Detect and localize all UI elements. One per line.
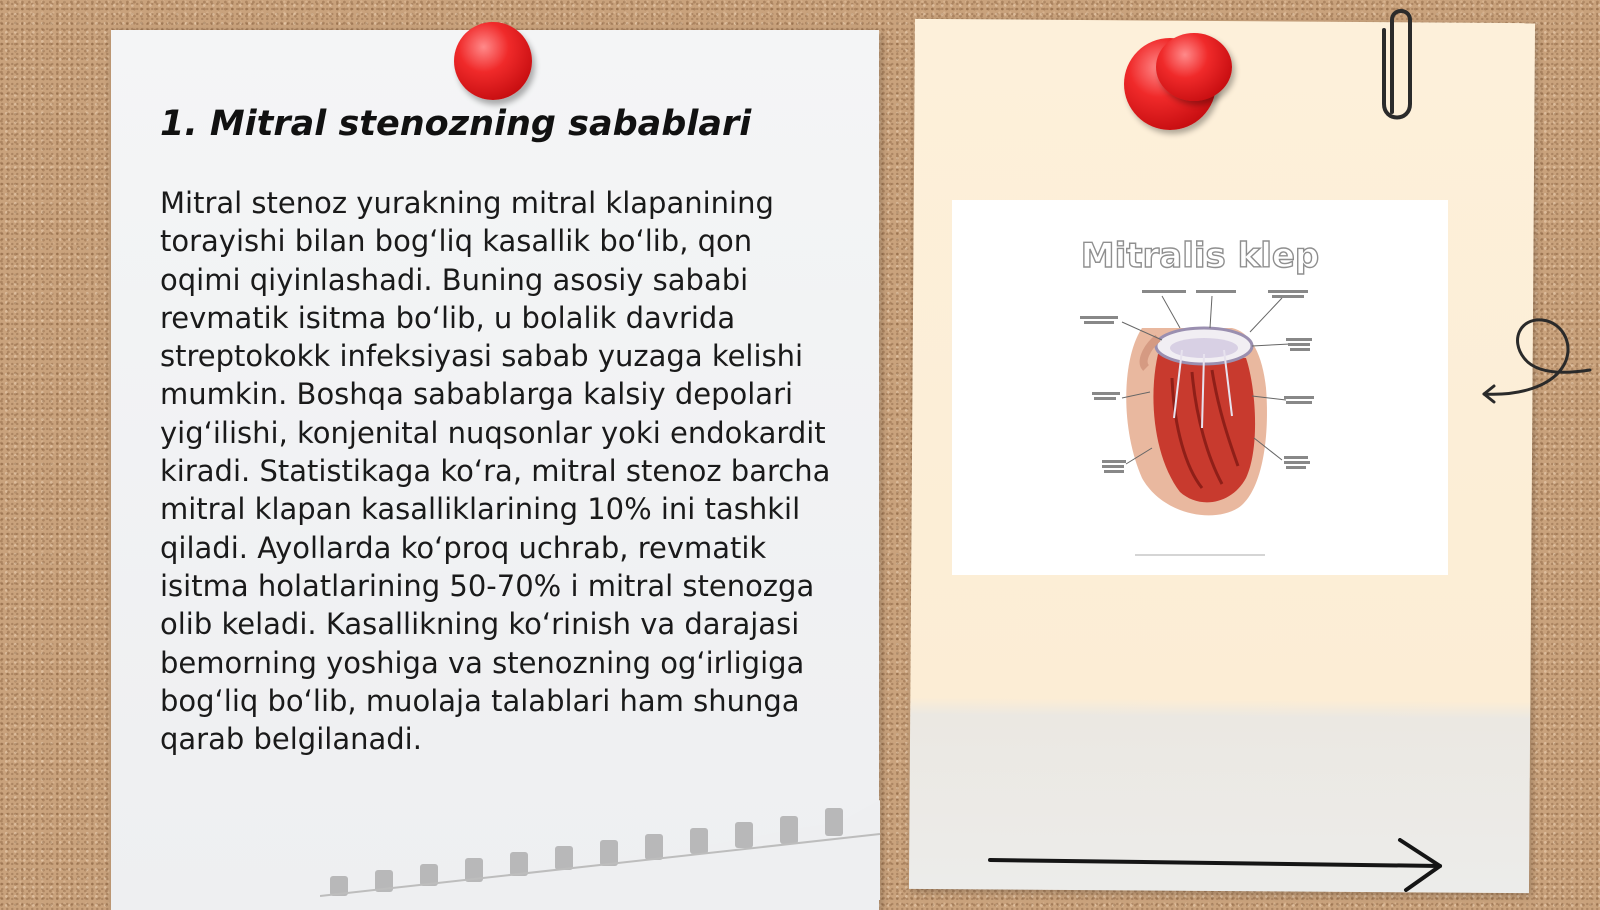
mitral-valve-image-card xyxy=(952,200,1448,575)
mitral-valve-illustration xyxy=(1062,288,1342,528)
section-body-text: Mitral stenoz yurakning mitral klapanining torayishi bilan bog‘liq kasallik bo‘lib, qon oqimi qiyinlashadi. Buning asosiy sababi revmatik isitma bo‘lib, u bolalik davrida streptokokk infeksiyasi sabab yuzaga kelishi mumkin. Boshqa sabablarga kalsiy depolari yig‘ilishi, konjenital nuqsonlar yoki endokardit kiradi. Statistikaga ko‘ra, mitral stenoz barcha mitral klapan kasalliklarining 10% ini tashkil qiladi. Ayollarda ko‘proq uchrab, revmatik isitma holatlarining 50-70% i mitral stenozga olib keladi. Kasallikning ko‘rinish va darajasi bemorning yoshiga va stenozning og‘irligiga bog‘liq bo‘lib, muolaja talablari ham shunga qarab belgilanadi. xyxy=(160,186,831,757)
image-title: Mitralis klep xyxy=(1080,236,1320,276)
squiggle-arrow-icon xyxy=(1480,310,1600,410)
push-pin-icon xyxy=(454,22,532,100)
section-title: 1. Mitral stenozning sabablari xyxy=(160,104,752,144)
paper-clip-icon xyxy=(1378,0,1422,128)
push-pin-icon xyxy=(1156,33,1232,101)
image-caption xyxy=(952,552,1448,560)
arrow-right-icon xyxy=(988,838,1448,894)
torn-spiral-edge xyxy=(320,800,880,900)
